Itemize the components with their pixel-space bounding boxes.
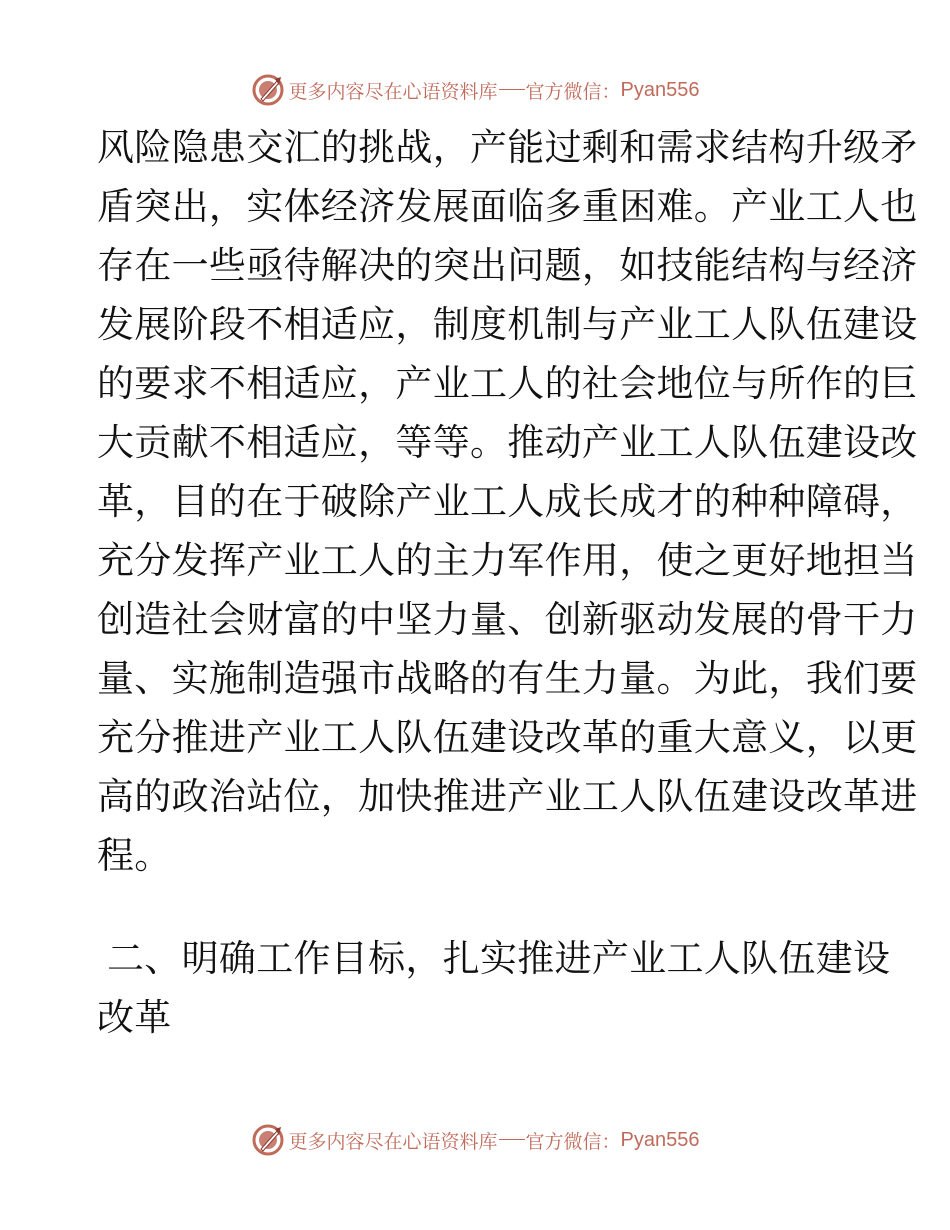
quill-pen-seal-icon [251,73,285,107]
text-line: 发展阶段不相适应，制度机制与产业工人队伍建设 [97,303,918,346]
body-paragraph [97,118,918,885]
text-line: 大贡献不相适应，等等。推动产业工人队伍建设改 [97,421,918,464]
wechat-label: 官方微信： [525,1130,621,1153]
text-line: 存在一些亟待解决的突出问题，如技能结构与经济 [97,244,918,287]
banner-text: 更多内容尽在心语资料库 [288,1130,498,1153]
paragraph-gap [97,885,857,929]
quill-pen-seal-icon [251,1123,285,1157]
banner-divider [499,89,525,90]
text-line: 风险隐患交汇的挑战，产能过剩和需求结构升级矛 [97,126,918,169]
section-heading [97,929,891,1047]
banner-text: 更多内容尽在心语资料库 [288,80,498,103]
text-line: 充分推进产业工人队伍建设改革的重大意义，以更 [97,716,918,759]
heading-line: 二、明确工作目标，扎实推进产业工人队伍建设 [107,937,891,980]
banner-divider [499,1139,525,1140]
text-line: 革，目的在于破除产业工人成长成才的种种障碍， [97,480,918,523]
document-body [97,118,918,1047]
wechat-label: 官方微信： [525,80,621,103]
wechat-id: Pyan556 [620,78,700,101]
header-banner [0,70,950,110]
footer-banner [0,1120,950,1160]
text-line: 程。 [97,834,172,877]
text-line: 量、实施制造强市战略的有生力量。为此，我们要 [97,657,918,700]
text-line: 高的政治站位，加快推进产业工人队伍建设改革进 [97,775,918,818]
text-line: 充分发挥产业工人的主力军作用，使之更好地担当 [97,539,918,582]
heading-line: 改革 [97,996,172,1039]
wechat-id: Pyan556 [620,1128,700,1151]
text-line: 的要求不相适应，产业工人的社会地位与所作的巨 [97,362,918,405]
text-line: 盾突出，实体经济发展面临多重困难。产业工人也 [97,185,918,228]
text-line: 创造社会财富的中坚力量、创新驱动发展的骨干力 [97,598,918,641]
